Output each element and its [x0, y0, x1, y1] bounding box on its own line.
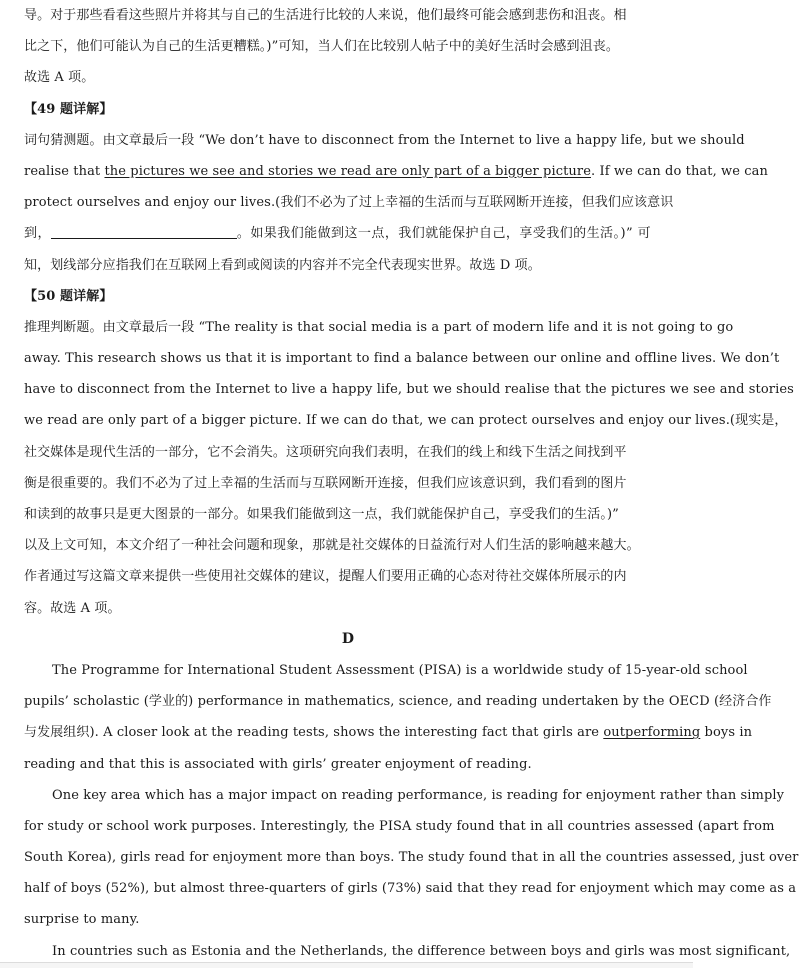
text-line: 故选 A 项。 — [24, 70, 95, 86]
text-line: 作者通过写这篇文章来提供一些使用社交媒体的建议，提醒人们要用正确的心态对待社交媒体所展示的内 — [24, 569, 627, 585]
text-span: 。如果我们能做到这一点，我们就能保护自己，享受我们的生活。)” 可 — [236, 226, 652, 242]
text-line: have to disconnect from the Internet to live a happy life, but we should realise that the pictures we see and stories — [24, 382, 794, 398]
text-span: 到， — [24, 226, 51, 242]
answer-blank — [51, 224, 237, 239]
text-line: surprise to many. — [24, 912, 140, 928]
text-span: boys in — [700, 725, 753, 741]
text-line: half of boys (52%), but almost three-quarters of girls (73%) said that they read for enjoyment which may come as a — [24, 881, 797, 897]
underlined-word: outperforming — [603, 725, 701, 741]
paragraph-start: In countries such as Estonia and the Netherlands, the difference between boys and girls was most significant, — [52, 943, 791, 959]
paragraph-start: The Programme for International Student Assessment (PISA) is a worldwide study of 15-year-old school — [52, 662, 748, 678]
document-page — [24, 0, 799, 967]
page-bottom-edge — [0, 962, 693, 968]
text-line — [24, 156, 769, 187]
text-span: 与发展组织). A closer look at the reading tests, shows the interesting fact that girls are — [24, 725, 604, 741]
underlined-phrase: the pictures we see and stories we read are only part of a bigger picture — [104, 163, 591, 179]
text-line: we read are only part of a bigger picture. If we can do that, we can protect ourselves and enjoy our lives.(现实是， — [24, 413, 788, 429]
text-line: 社交媒体是现代生活的一部分，它不会消失。这项研究向我们表明，在我们的线上和线下生活之间找到平 — [24, 444, 627, 460]
text-line: away. This research shows us that it is important to find a balance between our online and offline lives. We don’t — [24, 351, 780, 367]
text-span: . If we can do that, we can — [591, 163, 769, 179]
text-line: 知，划线部分应指我们在互联网上看到或阅读的内容并不完全代表现实世界。故选 D 项。 — [24, 257, 541, 273]
text-line: 词句猜测题。由文章最后一段 “We don’t have to disconnect from the Internet to live a happy life, but we should — [24, 132, 745, 148]
text-line — [24, 218, 672, 249]
text-line: reading and that this is associated with girls’ greater enjoyment of reading. — [24, 756, 532, 772]
section-heading-50: 【50 题详解】 — [24, 288, 113, 304]
text-span: realise that — [24, 163, 105, 179]
text-line: pupils’ scholastic (学业的) performance in mathematics, science, and reading undertaken by the OECD (经济合作 — [24, 694, 772, 710]
text-line: protect ourselves and enjoy our lives.(我们不必为了过上幸福的生活而与互联网断开连接，但我们应该意识 — [24, 195, 674, 211]
text-line: 比之下，他们可能认为自己的生活更糟糕。)”可知，当人们在比较别人帖子中的美好生活时会感到沮丧。 — [24, 39, 619, 55]
passage-title: D — [341, 630, 355, 647]
text-line: South Korea), girls read for enjoyment more than boys. The study found that in all the countries assessed, just over — [24, 850, 799, 866]
paragraph-start: One key area which has a major impact on reading performance, is reading for enjoyment rather than simply — [52, 787, 785, 803]
text-line: 容。故选 A 项。 — [24, 600, 121, 616]
text-line: 衡是很重要的。我们不必为了过上幸福的生活而与互联网断开连接，但我们应该意识到，我们看到的图片 — [24, 475, 627, 491]
text-line: 推理判断题。由文章最后一段 “The reality is that social media is a part of modern life and it is not going to go — [24, 319, 734, 335]
text-line — [24, 717, 753, 748]
text-line: 导。对于那些看看这些照片并将其与自己的生活进行比较的人来说，他们最终可能会感到悲伤和沮丧。相 — [24, 8, 627, 23]
section-heading-49: 【49 题详解】 — [24, 101, 113, 117]
text-line: 和读到的故事只是更大图景的一部分。如果我们能做到这一点，我们就能保护自己，享受我们的生活。)” — [24, 507, 619, 522]
text-line: 以及上文可知，本文介绍了一种社会问题和现象，那就是社交媒体的日益流行对人们生活的影响越来越大。 — [24, 538, 640, 554]
text-line: for study or school work purposes. Interestingly, the PISA study found that in all countries assessed (apart from — [24, 818, 775, 834]
